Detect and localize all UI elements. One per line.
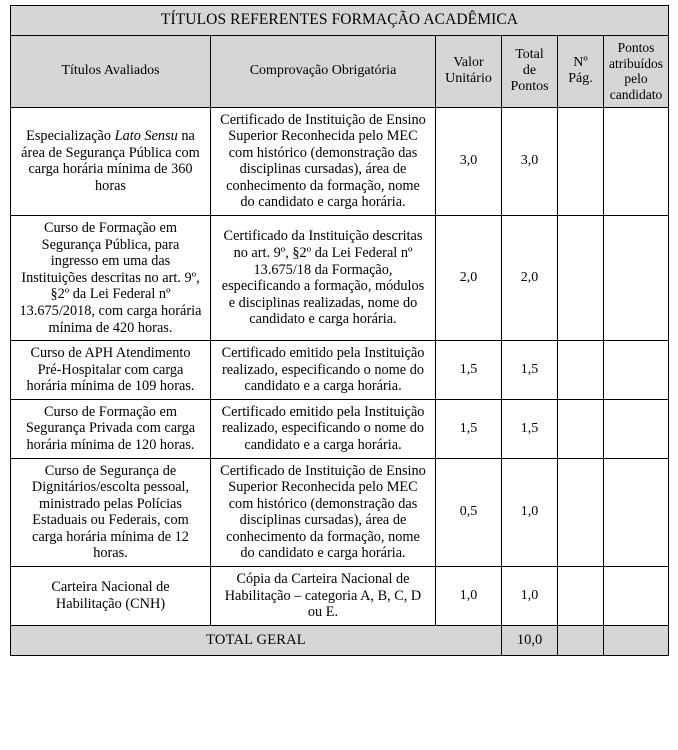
column-header-valor-unitario-line1: Valor: [453, 55, 484, 71]
table-row: [11, 107, 669, 215]
cell-comprovacao: Certificado da Instituição descritas no art. 9º, §2º da Lei Federal nº 13.675/18 da Formação, especificando a formação, módulos e disciplinas realizadas, nome do candidato e carga horária.: [211, 216, 436, 341]
table-row: [11, 458, 669, 566]
cell-valor-unitario: 1,0: [436, 567, 502, 626]
cell-total-pontos: 1,0: [502, 458, 558, 566]
cell-pontos-candidato[interactable]: [604, 399, 669, 458]
cell-titulo-avaliado: Curso de APH Atendimento Pré-Hospitalar com carga horária mínima de 109 horas.: [11, 341, 211, 400]
cell-total-pontos: 3,0: [502, 107, 558, 215]
table-row: [11, 341, 669, 400]
column-header-pontos-atribuidos-line3: pelo: [624, 71, 648, 87]
column-header-total-de-pontos-line1: Total: [515, 46, 544, 62]
total-geral-pontos-candidato: [604, 625, 669, 655]
cell-titulo-avaliado: Curso de Segurança de Dignitários/escolta pessoal, ministrado pelas Polícias Estaduais ou Federais, com carga horária mínima de 12 horas.: [11, 458, 211, 566]
column-header-numero-pagina: [558, 35, 604, 107]
cell-valor-unitario: 1,5: [436, 341, 502, 400]
column-header-pontos-atribuidos-line2: atribuídos: [609, 55, 663, 71]
cell-titulo-avaliado: [11, 107, 211, 215]
cell-valor-unitario: 2,0: [436, 216, 502, 341]
column-header-total-de-pontos-line2: de: [522, 63, 537, 79]
cell-total-pontos: 1,5: [502, 399, 558, 458]
cell-valor-unitario: 3,0: [436, 107, 502, 215]
cell-pontos-candidato[interactable]: [604, 341, 669, 400]
cell-comprovacao: Certificado emitido pela Instituição realizado, especificando o nome do candidato e a carga horária.: [211, 399, 436, 458]
cell-valor-unitario: 0,5: [436, 458, 502, 566]
table-title: TÍTULOS REFERENTES FORMAÇÃO ACADÊMICA: [11, 6, 669, 36]
cell-pontos-candidato[interactable]: [604, 458, 669, 566]
column-header-numero-pagina-line1: Nº: [573, 55, 588, 71]
column-header-total-de-pontos: [502, 35, 558, 107]
total-geral-numero-pagina: [558, 625, 604, 655]
column-header-pontos-atribuidos-line1: Pontos: [617, 39, 655, 55]
cell-numero-pagina[interactable]: [558, 567, 604, 626]
cell-numero-pagina[interactable]: [558, 458, 604, 566]
table-header-row: [11, 35, 669, 107]
cell-pontos-candidato[interactable]: [604, 567, 669, 626]
titulo-text-italic: Lato Sensu: [114, 128, 178, 145]
cell-total-pontos: 1,0: [502, 567, 558, 626]
cell-numero-pagina[interactable]: [558, 341, 604, 400]
titulo-text-pre: Especialização: [26, 128, 115, 145]
column-header-pontos-atribuidos-line4: candidato: [609, 86, 663, 102]
column-header-pontos-atribuidos-candidato: [604, 35, 669, 107]
titulo-text-post: na área de Segurança Pública com carga horária mínima de 360 horas: [21, 128, 200, 194]
table-title-row: [11, 6, 669, 36]
cell-titulo-avaliado: Curso de Formação em Segurança Privada com carga horária mínima de 120 horas.: [11, 399, 211, 458]
cell-valor-unitario: 1,5: [436, 399, 502, 458]
cell-pontos-candidato[interactable]: [604, 107, 669, 215]
cell-comprovacao: Certificado de Instituição de Ensino Superior Reconhecida pelo MEC com histórico (demonstração das disciplinas cursadas), área de conhecimento da formação, nome do candidato e carga horária.: [211, 107, 436, 215]
total-geral-row: [11, 625, 669, 655]
column-header-total-de-pontos-line3: Pontos: [510, 79, 549, 95]
cell-total-pontos: 2,0: [502, 216, 558, 341]
column-header-valor-unitario-line2: Unitário: [445, 71, 492, 87]
column-header-valor-unitario: [436, 35, 502, 107]
cell-comprovacao: Cópia da Carteira Nacional de Habilitação – categoria A, B, C, D ou E.: [211, 567, 436, 626]
cell-numero-pagina[interactable]: [558, 399, 604, 458]
table-row: [11, 567, 669, 626]
column-header-numero-pagina-line2: Pág.: [568, 71, 593, 87]
column-header-comprovacao-obrigatoria: Comprovação Obrigatória: [211, 35, 436, 107]
cell-comprovacao: Certificado emitido pela Instituição realizado, especificando o nome do candidato e a carga horária.: [211, 341, 436, 400]
cell-numero-pagina[interactable]: [558, 107, 604, 215]
cell-numero-pagina[interactable]: [558, 216, 604, 341]
cell-titulo-avaliado: Carteira Nacional de Habilitação (CNH): [11, 567, 211, 626]
table-head: [11, 6, 669, 108]
cell-pontos-candidato[interactable]: [604, 216, 669, 341]
total-geral-label: TOTAL GERAL: [11, 625, 502, 655]
table-row: [11, 399, 669, 458]
table-body: [11, 107, 669, 655]
cell-total-pontos: 1,5: [502, 341, 558, 400]
table-row: [11, 216, 669, 341]
cell-titulo-avaliado: Curso de Formação em Segurança Pública, para ingresso em uma das Instituições descritas no art. 9º, §2º da Lei Federal nº 13.675/2018, com carga horária mínima de 420 horas.: [11, 216, 211, 341]
total-geral-value: 10,0: [502, 625, 558, 655]
cell-comprovacao: Certificado de Instituição de Ensino Superior Reconhecida pelo MEC com histórico (demonstração das disciplinas cursadas), área de conhecimento da formação, nome do candidato e carga horária.: [211, 458, 436, 566]
academic-titles-table: [10, 5, 669, 656]
column-header-titulos-avaliados: Títulos Avaliados: [11, 35, 211, 107]
